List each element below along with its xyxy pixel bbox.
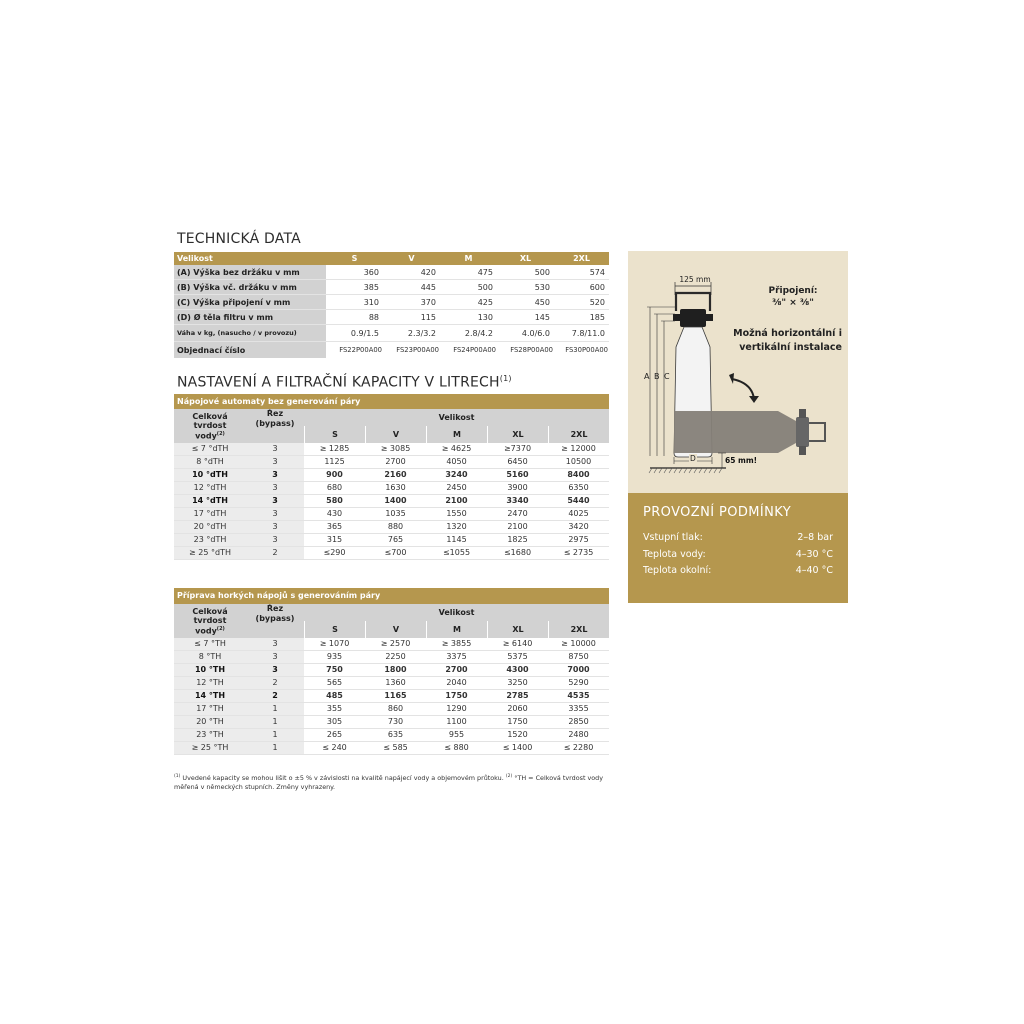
col-hardness-label: Celková tvrdost vody	[192, 606, 228, 636]
cell: 7.8/11.0	[554, 325, 609, 342]
capacity-cell: ≤ 2735	[548, 547, 609, 560]
capacity-cell: ≤ 585	[365, 742, 426, 755]
capacity-cell: 565	[304, 677, 365, 690]
table-row	[174, 495, 609, 508]
capacity-cell: 1400	[365, 495, 426, 508]
row-label: (C) Výška připojení v mm	[174, 295, 326, 310]
row-label: (D) Ø těla filtru v mm	[174, 310, 326, 325]
hardness-cell: ≤ 7 °dTH	[174, 443, 246, 456]
cell: 130	[440, 310, 497, 325]
capacity-cell: 3250	[487, 677, 548, 690]
table-row	[174, 638, 609, 651]
capacity-cell: ≥ 2570	[365, 638, 426, 651]
size-header: V	[365, 426, 426, 443]
install-note	[724, 327, 848, 355]
capacity-cell: ≤ 880	[426, 742, 487, 755]
table1-body	[174, 443, 609, 560]
capacity-cell: 3340	[487, 495, 548, 508]
cell: 475	[440, 265, 497, 280]
table1-caption: Nápojové automaty bez generování páry	[174, 394, 609, 409]
bypass-cell: 3	[246, 443, 304, 456]
capacity-cell: ≥ 10000	[548, 638, 609, 651]
bypass-cell: 2	[246, 547, 304, 560]
capacity-cell: 1290	[426, 703, 487, 716]
col-hardness-sup: (2)	[216, 430, 225, 437]
capacity-cell: 860	[365, 703, 426, 716]
capacity-cell: 3375	[426, 651, 487, 664]
table-row	[174, 443, 609, 456]
table2-caption: Příprava horkých nápojů s generováním páry	[174, 588, 609, 604]
d-label: D	[690, 454, 696, 463]
capacity-cell: 3355	[548, 703, 609, 716]
bypass-cell: 2	[246, 690, 304, 703]
cell: 420	[383, 265, 440, 280]
floor-hatch-icon	[649, 468, 722, 473]
table-row	[174, 729, 609, 742]
capacity-cell: 2160	[365, 469, 426, 482]
row-label: (B) Výška vč. držáku v mm	[174, 280, 326, 295]
bypass-cell: 3	[246, 456, 304, 469]
capacity-cell: 1360	[365, 677, 426, 690]
cell: 2.8/4.2	[440, 325, 497, 342]
capacity-cell: ≥ 4625	[426, 443, 487, 456]
diagram-panel	[628, 251, 848, 493]
hardness-cell: 8 °TH	[174, 651, 246, 664]
capacity-cell: 2100	[487, 521, 548, 534]
hardness-cell: 23 °TH	[174, 729, 246, 742]
capacity-cell: 6350	[548, 482, 609, 495]
size-header: S	[304, 426, 365, 443]
tech-header-size: M	[464, 254, 473, 263]
connector-left-icon	[673, 314, 680, 321]
capacity-cell: 365	[304, 521, 365, 534]
capacity-cell: 5440	[548, 495, 609, 508]
capacity-cell: 4300	[487, 664, 548, 677]
capacity-cell: ≥ 12000	[548, 443, 609, 456]
capacity-cell: 2100	[426, 495, 487, 508]
size-header: XL	[487, 426, 548, 443]
capacity-cell: ≤ 240	[304, 742, 365, 755]
bypass-cell: 1	[246, 729, 304, 742]
connection-info	[748, 285, 838, 309]
capacity-title	[177, 374, 512, 391]
bypass-cell: 3	[246, 534, 304, 547]
table-row	[174, 508, 609, 521]
capacity-cell: ≤1680	[487, 547, 548, 560]
bypass-cell: 2	[246, 677, 304, 690]
bypass-cell: 3	[246, 482, 304, 495]
capacity-cell: 315	[304, 534, 365, 547]
table-row	[174, 716, 609, 729]
capacity-cell: 2040	[426, 677, 487, 690]
col-hardness-label: Celková tvrdost vody	[192, 411, 228, 441]
capacity-cell: ≤ 1400	[487, 742, 548, 755]
cell: 450	[497, 295, 554, 310]
capacity-cell: 3900	[487, 482, 548, 495]
table-row	[174, 469, 609, 482]
tech-data-title: TECHNICKÁ DATA	[177, 231, 301, 247]
capacity-cell: 1800	[365, 664, 426, 677]
capacity-title-sup: (1)	[499, 374, 512, 383]
abc-label: A B C	[644, 372, 671, 381]
cell: FS23P00A00	[396, 345, 439, 354]
capacity-cell: ≥ 1070	[304, 638, 365, 651]
capacity-cell: 3420	[548, 521, 609, 534]
cell: 520	[554, 295, 609, 310]
table-row	[174, 265, 609, 280]
capacity-cell: 4535	[548, 690, 609, 703]
table-row	[174, 521, 609, 534]
connection-value: ⅜" × ⅜"	[772, 298, 814, 308]
capacity-cell: 305	[304, 716, 365, 729]
col-bypass: Řez (bypass)	[246, 409, 304, 443]
capacity-table-1	[174, 394, 609, 560]
cell: 145	[497, 310, 554, 325]
capacity-cell: 635	[365, 729, 426, 742]
capacity-cell: 2700	[365, 456, 426, 469]
table-row	[174, 310, 609, 325]
capacity-cell: 4025	[548, 508, 609, 521]
capacity-cell: 485	[304, 690, 365, 703]
capacity-cell: 765	[365, 534, 426, 547]
capacity-cell: 955	[426, 729, 487, 742]
capacity-cell: 1125	[304, 456, 365, 469]
bypass-cell: 3	[246, 664, 304, 677]
capacity-cell: 1750	[487, 716, 548, 729]
capacity-cell: 935	[304, 651, 365, 664]
col-hardness	[174, 604, 246, 638]
cell: 2.3/3.2	[383, 325, 440, 342]
tech-header-row	[174, 252, 609, 265]
conditions-list	[643, 530, 833, 580]
arrow-head-icon	[749, 396, 759, 403]
filter-head-icon	[680, 309, 706, 327]
install-note-line-1: Možná horizontální i	[733, 328, 842, 339]
size-header: M	[426, 621, 487, 638]
col-hardness-sup: (2)	[216, 625, 225, 632]
hardness-cell: 14 °TH	[174, 690, 246, 703]
cell: FS28P00A00	[510, 345, 553, 354]
size-header: M	[426, 426, 487, 443]
condition-label: Teplota vody:	[643, 548, 706, 560]
table-row	[174, 342, 609, 358]
tech-data-table	[174, 252, 609, 358]
bypass-cell: 3	[246, 651, 304, 664]
cell: 185	[554, 310, 609, 325]
bypass-cell: 3	[246, 638, 304, 651]
connection-title: Připojení:	[768, 286, 818, 296]
capacity-cell: 1035	[365, 508, 426, 521]
hardness-cell: ≥ 25 °TH	[174, 742, 246, 755]
col-velikost: Velikost	[304, 409, 609, 426]
col-hardness	[174, 409, 246, 443]
cell: 115	[383, 310, 440, 325]
bracket-horizontal-icon	[809, 423, 825, 441]
capacity-cell: ≤ 2280	[548, 742, 609, 755]
capacity-cell: 2480	[548, 729, 609, 742]
capacity-title-text: NASTAVENÍ A FILTRAČNÍ KAPACITY V LITRECH	[177, 374, 500, 391]
capacity-cell: ≤1055	[426, 547, 487, 560]
table-row	[174, 325, 609, 342]
capacity-cell: 730	[365, 716, 426, 729]
footnote-text-1: Uvedené kapacity se mohou lišit o ±5 % v závislosti na kvalitě napájecí vody a objemovém průtoku.	[182, 774, 504, 783]
bypass-cell: 1	[246, 716, 304, 729]
table-row	[174, 456, 609, 469]
capacity-cell: 10500	[548, 456, 609, 469]
connector-bottom-icon	[799, 446, 806, 455]
condition-value: 2–8 bar	[797, 532, 833, 543]
table-row	[174, 742, 609, 755]
hardness-cell: 8 °dTH	[174, 456, 246, 469]
condition-row	[643, 547, 833, 564]
bypass-cell: 1	[246, 742, 304, 755]
capacity-cell: 430	[304, 508, 365, 521]
cell: 88	[326, 310, 383, 325]
hardness-cell: 23 °dTH	[174, 534, 246, 547]
cell: FS22P00A00	[339, 345, 382, 354]
hardness-cell: 17 °dTH	[174, 508, 246, 521]
capacity-cell: 2060	[487, 703, 548, 716]
capacity-cell: 1520	[487, 729, 548, 742]
cell: FS24P00A00	[453, 345, 496, 354]
hardness-cell: 12 °TH	[174, 677, 246, 690]
arrow-tail-icon	[729, 373, 734, 384]
capacity-cell: 8400	[548, 469, 609, 482]
cell: 530	[497, 280, 554, 295]
hardness-cell: 17 °TH	[174, 703, 246, 716]
capacity-cell: ≤700	[365, 547, 426, 560]
cell: 370	[383, 295, 440, 310]
footnote-mark-1: (1)	[174, 774, 181, 779]
capacity-cell: ≥ 3085	[365, 443, 426, 456]
capacity-cell: 1630	[365, 482, 426, 495]
capacity-cell: 5160	[487, 469, 548, 482]
hardness-cell: 10 °dTH	[174, 469, 246, 482]
capacity-cell: 750	[304, 664, 365, 677]
capacity-cell: 8750	[548, 651, 609, 664]
cell: 0.9/1.5	[326, 325, 383, 342]
capacity-cell: 880	[365, 521, 426, 534]
capacity-cell: 5375	[487, 651, 548, 664]
capacity-cell: 2450	[426, 482, 487, 495]
hardness-cell: 10 °TH	[174, 664, 246, 677]
capacity-cell: ≥7370	[487, 443, 548, 456]
width-label: 125 mm	[679, 275, 711, 284]
condition-label: Teplota okolní:	[643, 565, 712, 576]
cell: 4.0/6.0	[497, 325, 554, 342]
capacity-cell: ≥ 3855	[426, 638, 487, 651]
bypass-cell: 3	[246, 469, 304, 482]
hardness-cell: 14 °dTH	[174, 495, 246, 508]
capacity-cell: 1100	[426, 716, 487, 729]
capacity-cell: 6450	[487, 456, 548, 469]
condition-value: 4–40 °C	[795, 565, 833, 576]
capacity-cell: 1145	[426, 534, 487, 547]
cell: 310	[326, 295, 383, 310]
table-row	[174, 677, 609, 690]
tech-header-size: S	[351, 254, 358, 263]
size-header: S	[304, 621, 365, 638]
capacity-cell: 1825	[487, 534, 548, 547]
condition-row	[643, 530, 833, 547]
filter-horizontal-head-icon	[796, 417, 809, 447]
capacity-cell: 2850	[548, 716, 609, 729]
table-row	[174, 295, 609, 310]
capacity-cell: 580	[304, 495, 365, 508]
capacity-cell: 1165	[365, 690, 426, 703]
table-row	[174, 547, 609, 560]
cell: 500	[497, 265, 554, 280]
table-row	[174, 651, 609, 664]
table2-header-row	[174, 604, 609, 621]
condition-row	[643, 563, 833, 580]
row-label: Váha v kg, (nasucho / v provozu)	[174, 325, 326, 342]
cell: 385	[326, 280, 383, 295]
capacity-cell: ≤290	[304, 547, 365, 560]
cell: 360	[326, 265, 383, 280]
filter-horizontal-icon	[674, 411, 796, 453]
capacity-cell: ≥ 6140	[487, 638, 548, 651]
cell: FS30P00A00	[565, 345, 608, 354]
size-header: 2XL	[548, 621, 609, 638]
table-row	[174, 703, 609, 716]
capacity-cell: 2785	[487, 690, 548, 703]
capacity-cell: ≥ 1285	[304, 443, 365, 456]
capacity-cell: 2470	[487, 508, 548, 521]
capacity-cell: 3240	[426, 469, 487, 482]
capacity-cell: 680	[304, 482, 365, 495]
table1-header-row	[174, 409, 609, 426]
bypass-cell: 1	[246, 703, 304, 716]
capacity-cell: 265	[304, 729, 365, 742]
bracket-icon	[676, 293, 710, 311]
hardness-cell: 12 °dTH	[174, 482, 246, 495]
bypass-cell: 3	[246, 508, 304, 521]
col-velikost: Velikost	[304, 604, 609, 621]
cell: 574	[554, 265, 609, 280]
capacity-cell: 5290	[548, 677, 609, 690]
install-note-line-2: vertikální instalace	[739, 342, 842, 353]
size-header: 2XL	[548, 426, 609, 443]
condition-value: 4–30 °C	[795, 548, 833, 560]
footnote-text-2: °TH = Celková tvrdost vody měřená v německých stupních. Změny vyhrazeny.	[174, 774, 604, 792]
cell: 425	[440, 295, 497, 310]
tech-header-velikost: Velikost	[177, 254, 213, 263]
size-header: V	[365, 621, 426, 638]
row-label: Objednací číslo	[174, 342, 326, 358]
capacity-cell: 2975	[548, 534, 609, 547]
bypass-cell: 3	[246, 495, 304, 508]
table-row	[174, 664, 609, 677]
capacity-table-2	[174, 588, 609, 755]
hardness-cell: 20 °dTH	[174, 521, 246, 534]
tech-header-size: 2XL	[573, 254, 590, 263]
table-row	[174, 482, 609, 495]
conditions-title: PROVOZNÍ PODMÍNKY	[643, 505, 792, 520]
hardness-cell: 20 °TH	[174, 716, 246, 729]
capacity-cell: 2250	[365, 651, 426, 664]
hardness-cell: ≤ 7 °TH	[174, 638, 246, 651]
table2-body	[174, 638, 609, 755]
capacity-cell: 7000	[548, 664, 609, 677]
table-row	[174, 690, 609, 703]
col-bypass: Řez (bypass)	[246, 604, 304, 638]
operating-conditions-panel	[628, 493, 848, 603]
condition-label: Vstupní tlak:	[643, 532, 703, 543]
capacity-cell: 1750	[426, 690, 487, 703]
capacity-cell: 1550	[426, 508, 487, 521]
clearance-label: 65 mm!	[725, 456, 758, 465]
hardness-cell: ≥ 25 °dTH	[174, 547, 246, 560]
connector-top-icon	[799, 409, 806, 418]
bypass-cell: 3	[246, 521, 304, 534]
size-header: XL	[487, 621, 548, 638]
footnote-mark-2: (2)	[505, 774, 513, 779]
table-row	[174, 534, 609, 547]
capacity-cell: 1320	[426, 521, 487, 534]
tech-header-size: XL	[519, 254, 532, 263]
cell: 445	[383, 280, 440, 295]
cell: 500	[440, 280, 497, 295]
capacity-cell: 4050	[426, 456, 487, 469]
footnote	[174, 772, 614, 792]
capacity-cell: 2700	[426, 664, 487, 677]
table-row	[174, 280, 609, 295]
cell: 600	[554, 280, 609, 295]
connector-right-icon	[706, 314, 713, 321]
capacity-cell: 355	[304, 703, 365, 716]
tech-header-size: V	[408, 254, 415, 263]
capacity-cell: 900	[304, 469, 365, 482]
row-label: (A) Výška bez držáku v mm	[174, 265, 326, 280]
